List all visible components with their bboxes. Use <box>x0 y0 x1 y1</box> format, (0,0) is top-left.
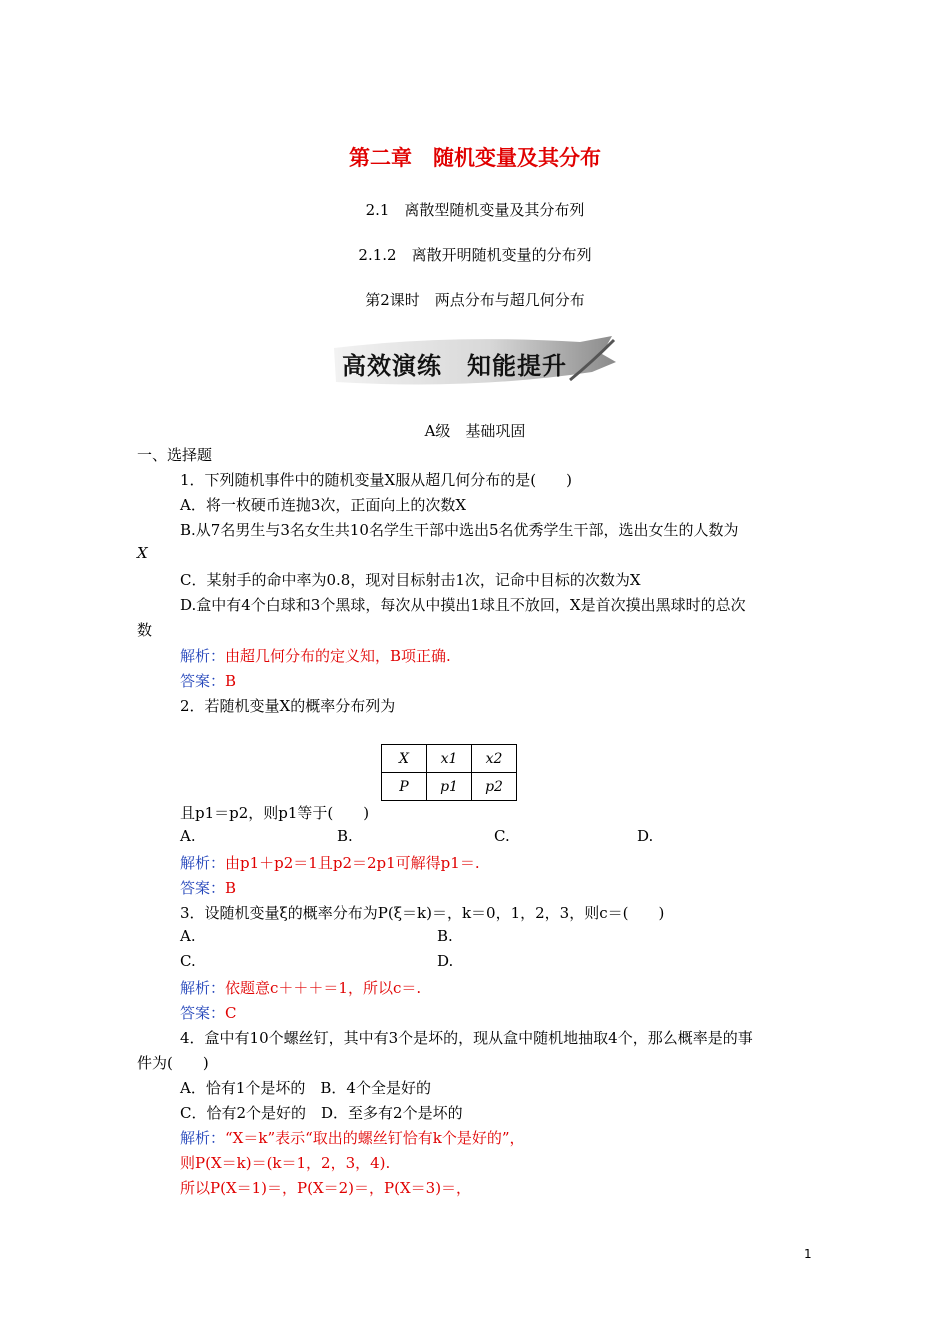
question-4-stem-cont: 件为( ) <box>137 1054 209 1072</box>
table-cell: p1 <box>427 773 472 801</box>
question-1-option-c: C．某射手的命中率为0.8，现对目标射击1次，记命中目标的次数为X <box>180 571 641 589</box>
question-2-option-d: D. <box>637 827 654 845</box>
distribution-table <box>381 744 517 801</box>
section-heading-2-1-2: 2.1.2 离散开明随机变量的分布列 <box>358 246 592 264</box>
table-row <box>382 745 517 773</box>
question-2-option-b: B. <box>337 827 353 845</box>
analysis-text: “X＝k”表示“取出的螺丝钉恰有k个是好的”， <box>225 1129 525 1147</box>
question-1-option-d: D.盒中有4个白球和3个黑球，每次从中摸出1球且不放回，X是首次摸出黑球时的总次 <box>180 596 746 614</box>
table-cell: P <box>382 773 427 801</box>
analysis-text: 由p1＋p2＝1且p2＝2p1可解得p1＝. <box>225 854 480 872</box>
answer-text: B <box>225 879 237 897</box>
question-2-option-a: A. <box>180 827 196 845</box>
analysis-label: 解析： <box>180 647 226 665</box>
table-cell: x2 <box>472 745 517 773</box>
chapter-title: 第二章 随机变量及其分布 <box>349 145 601 170</box>
question-3-stem: 3．设随机变量ξ的概率分布为P(ξ＝k)＝，k＝0，1，2，3，则c＝( ) <box>180 904 665 922</box>
answer-text: C <box>225 1004 237 1022</box>
question-2-analysis <box>180 852 480 873</box>
question-1-option-b-cont: X <box>137 544 148 562</box>
question-1-stem: 1．下列随机事件中的随机变量X服从超几何分布的是( ) <box>180 471 572 489</box>
table-cell: p2 <box>472 773 517 801</box>
answer-label: 答案： <box>180 672 226 690</box>
question-3-answer <box>180 1002 237 1023</box>
analysis-text: 由超几何分布的定义知，B项正确. <box>225 647 451 665</box>
table-cell: x1 <box>427 745 472 773</box>
question-3-option-c: C. <box>180 952 196 970</box>
analysis-text: 依题意c＋＋＋＝1，所以c＝. <box>225 979 422 997</box>
question-4-analysis-line-3: 所以P(X＝1)＝，P(X＝2)＝，P(X＝3)＝， <box>180 1179 472 1197</box>
answer-label: 答案： <box>180 1004 226 1022</box>
question-3-option-d: D. <box>437 952 454 970</box>
question-1-analysis <box>180 645 451 666</box>
question-3-option-a: A. <box>180 927 196 945</box>
page-number: 1 <box>804 1247 812 1261</box>
question-2-answer <box>180 877 236 898</box>
table-row <box>382 773 517 801</box>
banner-text: 高效演练 知能提升 <box>342 352 567 380</box>
question-1-answer <box>180 670 236 691</box>
answer-text: B <box>225 672 237 690</box>
question-4-options-cd: C．恰有2个是好的 D．至多有2个是坏的 <box>180 1104 463 1122</box>
analysis-label: 解析： <box>180 1129 226 1147</box>
answer-label: 答案： <box>180 879 226 897</box>
question-4-analysis-line-2: 则P(X＝k)＝(k＝1，2，3，4). <box>180 1154 391 1172</box>
question-1-option-b: B.从7名男生与3名女生共10名学生干部中选出5名优秀学生干部，选出女生的人数为 <box>180 521 739 539</box>
table-cell: X <box>382 745 427 773</box>
question-2-condition: 且p1＝p2，则p1等于( ) <box>180 804 370 822</box>
question-1-option-d-cont: 数 <box>137 621 153 639</box>
question-2-stem: 2．若随机变量X的概率分布列为 <box>180 697 396 715</box>
question-3-option-b: B. <box>437 927 453 945</box>
practice-banner <box>330 332 620 394</box>
part-heading: 一、选择题 <box>137 446 213 464</box>
analysis-label: 解析： <box>180 854 226 872</box>
question-3-analysis <box>180 977 421 998</box>
question-4-stem: 4．盒中有10个螺丝钉，其中有3个是坏的，现从盒中随机地抽取4个，那么概率是的事 <box>180 1029 753 1047</box>
level-heading: A级 基础巩固 <box>424 422 526 440</box>
question-1-option-a: A．将一枚硬币连抛3次，正面向上的次数X <box>180 496 467 514</box>
question-4-options-ab: A．恰有1个是坏的 B．4个全是好的 <box>180 1079 431 1097</box>
lesson-heading: 第2课时 两点分布与超几何分布 <box>365 291 585 309</box>
question-4-analysis <box>180 1127 525 1148</box>
question-2-option-c: C. <box>494 827 510 845</box>
analysis-label: 解析： <box>180 979 226 997</box>
section-heading-2-1: 2.1 离散型随机变量及其分布列 <box>365 201 585 219</box>
